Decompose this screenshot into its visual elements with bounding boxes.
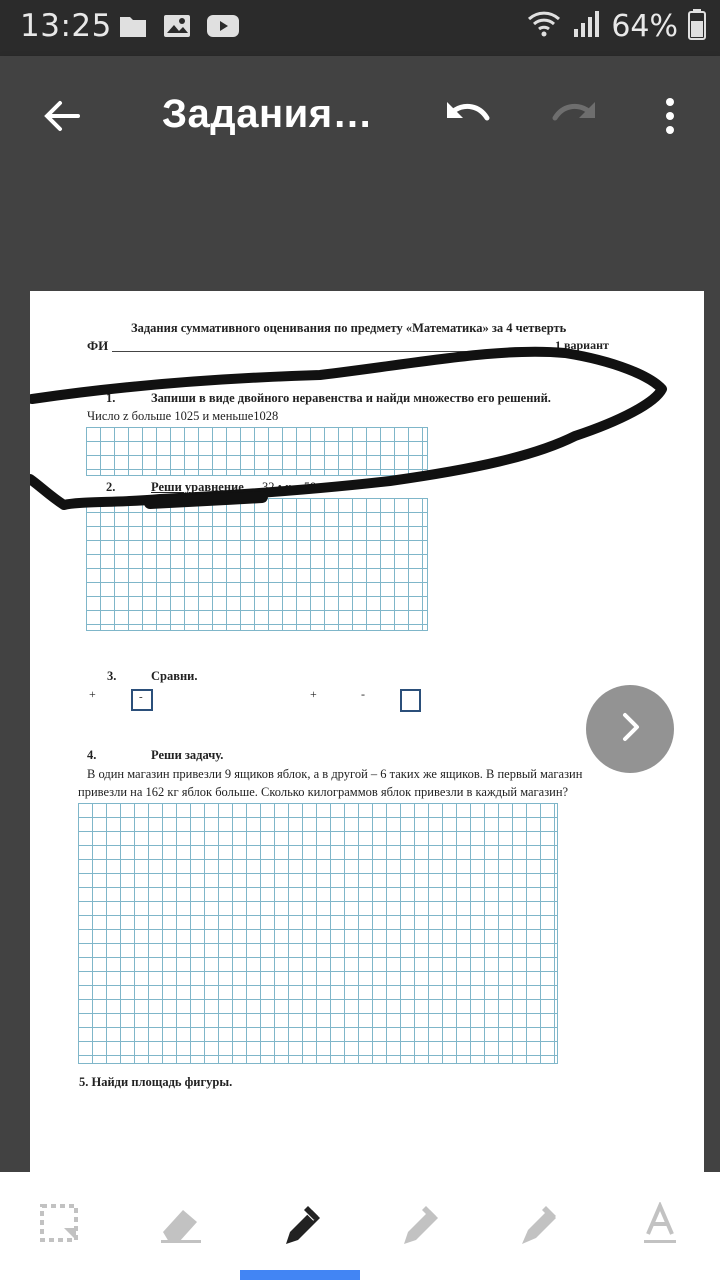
pencil-tool[interactable] <box>390 1198 450 1254</box>
next-page-button[interactable] <box>586 685 674 773</box>
app-toolbar <box>0 56 720 180</box>
youtube-icon <box>206 12 240 45</box>
text-format-icon <box>640 1202 680 1251</box>
task2-answer-grid[interactable] <box>86 498 428 631</box>
back-arrow-icon <box>42 96 82 141</box>
variant-label: 1 вариант <box>555 338 609 352</box>
task4-text-line1: В один магазин привезли 9 ящиков яблок, а в другой – 6 таких же ящиков. В первый магазин <box>87 767 583 781</box>
drawing-canvas[interactable] <box>0 180 720 1172</box>
battery-icon <box>688 8 706 45</box>
drawing-tools-bar <box>0 1172 720 1280</box>
task3-compare-box-right[interactable] <box>400 689 421 712</box>
document-title: Задания… <box>162 92 374 136</box>
task1-text: Число z больше 1025 и меньше1028 <box>87 409 279 423</box>
task1-answer-grid[interactable] <box>86 427 428 476</box>
task2-equation: 32 • x – 59=453 <box>262 480 343 494</box>
task4-text-line2: привезли на 162 кг яблок больше. Сколько килограммов яблок привезли в каждый магазин? <box>78 785 569 799</box>
text-tool[interactable] <box>630 1198 690 1254</box>
task1-number: 1. <box>106 391 116 405</box>
highlighter-tool[interactable] <box>510 1198 570 1254</box>
image-icon <box>162 12 192 45</box>
status-time: 13:25 <box>20 8 112 44</box>
status-bar <box>0 0 720 56</box>
task4-title: Реши задачу. <box>151 748 224 762</box>
task2-title: Реши уравнение. <box>151 480 247 494</box>
eraser-tool[interactable] <box>150 1198 210 1254</box>
task2-number: 2. <box>106 480 116 494</box>
highlighter-icon <box>516 1200 564 1253</box>
undo-button[interactable] <box>436 86 500 150</box>
task3-plus-left: + <box>89 687 96 701</box>
battery-percent: 64% <box>611 9 678 44</box>
task4-number: 4. <box>87 748 97 762</box>
name-underline <box>112 351 552 352</box>
system-icons <box>527 8 706 45</box>
task3-number: 3. <box>107 669 117 683</box>
selection-tool[interactable] <box>30 1198 90 1254</box>
task1-title: Запиши в виде двойного неравенства и найди множество его решений. <box>151 391 551 405</box>
pencil-icon <box>396 1200 444 1253</box>
more-options-button[interactable] <box>638 86 702 150</box>
back-button[interactable] <box>30 86 94 150</box>
selection-icon <box>38 1202 82 1251</box>
pen-icon <box>276 1200 324 1253</box>
eraser-icon <box>155 1202 205 1251</box>
task3-title: Сравни. <box>151 669 198 683</box>
task3-compare-box-left[interactable] <box>131 689 153 711</box>
pen-tool[interactable] <box>270 1198 330 1254</box>
redo-button[interactable] <box>542 86 606 150</box>
signal-icon <box>571 9 601 44</box>
name-label: ФИ <box>87 338 109 353</box>
more-vert-icon <box>664 96 676 141</box>
task4-answer-grid[interactable] <box>78 803 558 1064</box>
redo-icon <box>549 96 599 141</box>
notification-icons <box>118 12 240 45</box>
task3-plus-right: + <box>310 687 317 701</box>
worksheet-header: Задания суммативного оценивания по предмету «Математика» за 4 четверть <box>131 321 567 335</box>
undo-icon <box>443 96 493 141</box>
task3-minus-left: - <box>139 691 143 703</box>
chevron-right-icon <box>615 709 645 750</box>
folder-icon <box>118 12 148 45</box>
active-tool-indicator <box>240 1270 360 1280</box>
task3-minus-right: - <box>361 687 365 701</box>
task5-title: 5. Найди площадь фигуры. <box>79 1075 233 1089</box>
wifi-icon <box>527 9 561 44</box>
